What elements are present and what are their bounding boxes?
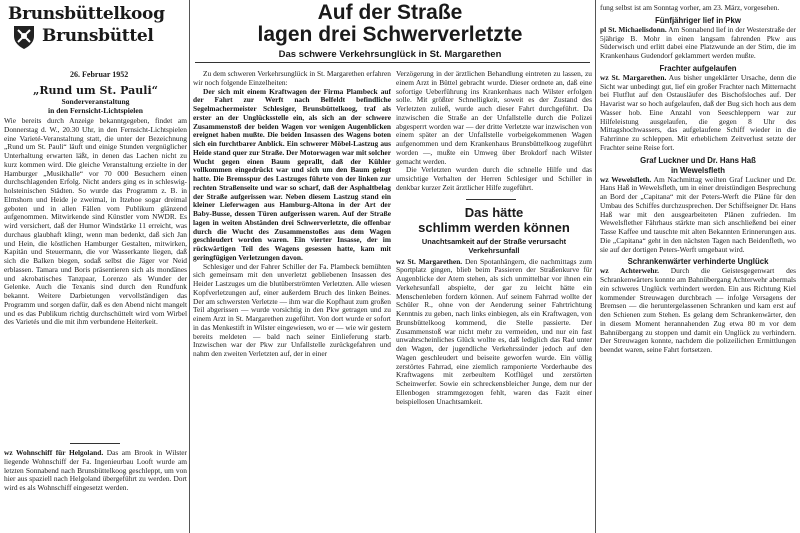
schranke-body: Durch die Geistesgegenwart des Schrankenwärters konnte am Bahnübergang Achterwehr abermals ein schweres Unglück verhindert werden. Ein aus Richtung Kiel kommender Streuwagen durchbrach — infolge Versagens der Bremsen — die heruntergelassenen Schranken und kam erst auf den Schienen zum Stehen. Es gelang dem Schrankenwärter, den in diesem Moment herannahenden Zug etwa 80 m vor dem Bahnübergang zu stoppen und damit ein Unglück zu verhindern. Der Streuwagen konnte, nachdem die polizeilichen Ermittlungen beendet waren, seine Fahrt fortsetzen. xyxy=(600,266,796,354)
main-closing: Die Verletzten wurden durch die schnelle Hilfe und das umsichtige Verhalten der Herren Schlesiger und Schiller in denkbar kurzer Zeit ärztlicher Hilfe zugeführt. xyxy=(396,165,592,192)
frachter-lead: wz St. Margarethen. xyxy=(600,72,667,82)
headline-subtitle: Das schwere Verkehrsunglück in St. Margarethen xyxy=(278,49,502,60)
schlimm-body: Den Spotanhängern, die nachmittags zum Sportplatz gingen, blieb beim Passieren der Straßenkurve für Augenblicke der Atem stehen, als sich unmittelbar vor ihnen ein Verkehrsunfall abspielte, der gar zu leicht hätte ein Menschenleben fordern können. Auf seinem Fahrrad wollte der Schüler R., ohne von der Aenderung seiner Fahrtrichtung Kenntnis zu geben, nach links einbiegen, als ein Kraftwagen, von Brunsbüttelkoog kommend, die Stelle passierte. Der Zusammenstoß war nicht mehr zu vermeiden, und nur ein fast unwahrscheinliches Glück wollte es, daß lediglich das Rad unter den Wagen, der jugendliche Verkehrssünder jedoch auf den Wagen geschleudert und beiseite geworfen wurde. Ein völlig zerstörtes Fahrrad, eine ziemlich ramponierte Vorderhaube des Kraftwagens mit zerbeultem Kotflügel und zerstörten Scheinwerfer. Sowie ein schreckensbleicher Junge, dem nur der Ellenbogen strammgezogen fehlt, waren das Fazit einer beispiellosen Unachtsamkeit. xyxy=(396,256,592,406)
column-rule xyxy=(189,0,190,533)
main-article-col-2 xyxy=(396,70,592,533)
michaelisdonn-lead: pl St. Michaelisdonn. xyxy=(600,24,667,34)
right-column xyxy=(600,4,796,533)
helgoland-article xyxy=(4,449,187,533)
schlimm-headline-2: schlimm werden können xyxy=(418,219,570,235)
main-bold-paragraph: Der sich mit einem Kraftwagen der Firma Plambeck auf der Fahrt zur Werft nach Belfeldt befindliche Segelmachermeister Schlesiger, Brunsbüttelkoog, traf als erster an der Unglücksstelle ein, als sich an der schwere Zusammenstoß der beiden Wagen vor wenigen Augenblicken ereignet haben mußte. Die beiden Insassen des Wagens boten sich ein furchtbarer Anblick. Ein schwerer Möbel-Lastzug aus Heide stand quer zur Straße. Der Motorwagen war mit solcher Wucht gegen einen Baum geprallt, daß der Kühler vollkommen eingedrückt war und sich um den Baum gelegt hatte. Die Bremsspur des Lastzuges führte von der linken zur rechten Straßenseite und war so scharf, daß der Asphaltbelag der Straße aufgerissen war. Neben diesem Lastzug stand ein kleiner Lieferwagen aus Hamburg-Altona in der Art der Baby-Busse, dessen Türen aufgerissen waren. Auf der Straße lagen in weiten Abständen drei Schwerverletzte, die offenbar durch die Wucht des Zusammenstoßes aus dem Wagen geschleudert worden waren. Ein vierter Insasse, der im rückwärtigen Teil des Wagens gesessen hatte, kam mit geringfügigen Verletzungen davon. xyxy=(193,86,391,262)
helgoland-lead: wz Wohnschiff für Helgoland. xyxy=(4,449,104,457)
headline-rule xyxy=(195,62,590,63)
schlimm-subtitle: Unachtsamkeit auf der Straße verursacht Verkehrsunfall xyxy=(421,236,567,255)
dateline: 26. Februar 1952 xyxy=(70,70,129,79)
headline-line-2: lagen drei Schwerverletzte xyxy=(257,23,523,46)
pauli-body: Wie bereits durch Anzeige bekanntgegeben, findet am Donnerstag d. W., 20.30 Uhr, in den Fernsicht-Lichtspielen eine Varieté-Veranstaltung statt, die unter der Bezeichnung „Rund um St. Pauli“ läuft und einige Stunden vergnüglicher Unterhaltung erwarten läßt, in denen das Lachen nicht zu kurz kommen wird. Die gleiche Veranstaltung erzielte in der Hamburger „Musikhalle“ vor 70 000 Besuchern einen durchschlagenden Erfolg. Nicht anders ging es in schleswig-holsteinischen Städten. So wurde das Programm z. B. in Elmshorn und Heide je zweimal, in Itzehoe sogar dreimal geboten und in allen Fällen vom Publikum glänzend aufgenommen. Mitwirkende sind Künstler vom NWDR. Es wird versichert, daß der Humor Windstärke 11 erreicht, was durchaus glaubhaft klingt, wenn man bedenkt, daß sich Jan und Hein, die köstlichen Hamburger Gestalten, mitwirken, Kapitän und Steuermann, die vor Wasserkante liegen, daß sich die Balken biegen, sodaß selbst die Jäger vor Neid erblassen. Tamara und Boris präsentieren sich als mondänes und akrobatisches Tanzpaar, Lorenzo als Wunder der Gelenke. Auch die Texanis sind durch den Rundfunk bekannt. Weitere Darbietungen vervollständigen das Programm und sorgen dafür, daß es den Abend nicht mangelt und es das Publikum richtig durchschüttelt wird vom Wirbel des Varietés und die mit ihm verbundene Heiterkeit. xyxy=(4,116,187,327)
main-paragraph: Schlesiger und der Fahrer Schiller der Fa. Plambeck bemühten sich gemeinsam mit den unverletzt gebliebenen Insassen des Heider Lastzuges um die blutüberströmten Verletzten. Alle wiesen Kopfverletzungen auf, einer außerdem Bruch des linken Beines. Der am schwersten Verletzte — ihm war die Kopfhaut zum großen Teil abgerissen — wurde vorsichtig in den Pkw getragen und zu einem Arzt in St. Margarethen zugeführt. Von dort wurde er sofort in das Menkestift in Wilster eingewiesen, wo er — wie wir gestern bereits meldeten — bald nach seiner Einlieferung starb. Inzwischen war der Pkw zur Unfallstelle zurückgefahren und nahm den zweiten Verletzten auf, der in einer xyxy=(193,261,391,358)
luckner-lead: wz Wewelsfleth. xyxy=(600,174,652,184)
article-rule xyxy=(70,443,120,444)
frachter-body: Aus bisher ungeklärter Ursache, denn die Sicht war unbedingt gut, lief ein großer Frachter nach Mitternacht bei Flutflut auf den Ostausläufer des Bischofsloches auf. Der Havarist war so hoch aufgelaufen, daß der Bug sich hoch aus dem Wasser hob. Eine Anzahl von Seeschleppern war zur Hilfeleistung ausgelaufen, die gegen 8 Uhr des Mittagshochwassers, das aufgelaufene Schiff wieder in die Fahrrinne zu schleppen. Mit erheblichem Zeitverlust setzte der Frachter seine Reise fort. xyxy=(600,72,796,152)
schlimm-headline-1: Das hätte xyxy=(464,204,524,220)
masthead-line-1: Brunsbüttelkoog xyxy=(8,4,165,24)
masthead-line-2: Brunsbüttel xyxy=(42,26,154,46)
column-rule xyxy=(595,0,596,533)
masthead xyxy=(6,2,184,66)
michaelisdonn-title: Fünfjähriger lief in Pkw xyxy=(655,15,741,25)
michaelisdonn-body: Am Sonnabend lief in der Westerstraße der 5jährige B. Mohr in einen langsam fahrenden Pkw aus Süderwisch und erlitt dabei eine Platzwunde an der Stirn, die im Krankenhaus Gudendorf geklammert werden mußte. xyxy=(600,24,796,60)
article-rule xyxy=(466,199,516,200)
pauli-subtitle-2: in den Fernsicht-Lichtspielen xyxy=(48,106,143,115)
schranke-title: Schrankenwärter verhinderte Unglück xyxy=(627,257,769,267)
coat-of-arms-icon xyxy=(12,24,36,50)
schranke-lead: wz Achterwehr. xyxy=(600,266,659,276)
schlimm-lead: wz St. Margarethen. xyxy=(396,256,463,266)
main-intro: Zu dem schweren Verkehrsunglück in St. Margarethen erfahren wir noch folgende Einzelheiten: xyxy=(193,70,391,87)
frachter-title: Frachter aufgelaufen xyxy=(659,63,737,73)
luckner-title-2: in Wewelsfleth xyxy=(670,165,725,175)
right-intro: fung selbst ist am Sonntag vorher, am 23. März, vorgesehen. xyxy=(600,4,780,12)
pauli-subtitle-1: Sonderveranstaltung xyxy=(61,97,130,106)
main-continuation: Verzögerung in der ärztlichen Behandlung eintreten zu lassen, zu einem Arzt in Büttel gebracht wurde. Dieser ordnete an, daß eine sofortige Ueberführung ins Krankenhaus nach Wilster erfolgen solle. Mit größter Schnelligkeit, soweit es der Zustand des Verletzten zuließ, wurde auch dieser Fahrt durchgeführt. Da inzwischen die Straße an der Unfallstelle durch die Polizei abgesperrt worden war — der dritte Verletzte war inzwischen von einem später an der Unfallstelle vorbeigekommenen Wagen aufgenommen und dem Krankenhaus Brunsbüttelkoog zugeführt worden —, mußte ein Umweg über Brokdorf nach Wilster gemacht werden. xyxy=(396,70,592,166)
luckner-body: Am Nachmittag weilten Graf Luckner und Dr. Hans Haß in Wewelsfleth, um in einer dreistündigen Besprechung an Bord der „Capitana“ mit der Peters-Werft die Pläne für den Umbau des Schiffes durchzusprechen. Der Schiffseigner Dr. Hans Haß war mit den ausgearbeiteten Plänen zufrieden. Im Wewelsflether Fährhaus stärkte man sich anschließend bei einer Tasse Kaffee und tauschte mit alten Bekannten Erinnerungen aus. Die „Capitana“ geht in den nächsten Tagen nach Beidenfleth, wo sie auf der dortigen Peters-Werft umgebaut wird. xyxy=(600,174,796,254)
main-headline xyxy=(190,2,590,62)
pauli-article xyxy=(4,84,187,444)
main-article-col-1 xyxy=(193,70,391,533)
pauli-title: „Rund um St. Pauli“ xyxy=(33,84,158,97)
headline-line-1: Auf der Straße xyxy=(317,1,463,24)
helgoland-body: Das am Brook in Wilster liegende Wohnschiff der Fa. Ingenieurbau Looft wurde am letzten Sonnabend nach Brunsbüttelkoog geschleppt, um von hier aus spaziell nach Helgoland übergeführt zu werden. Dort wird es als Wohnschiff eingesetzt werden. xyxy=(4,449,187,492)
luckner-title-1: Graf Luckner und Dr. Hans Haß xyxy=(640,155,756,165)
